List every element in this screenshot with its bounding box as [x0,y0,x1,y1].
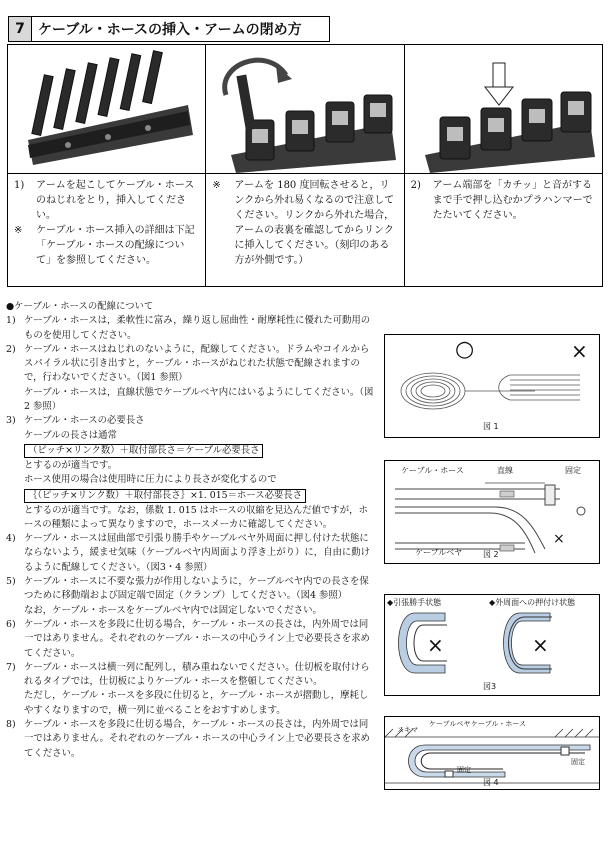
wiring-item-5: 5) ケーブル・ホースに不要な張力が作用しないように，ケーブルベヤ内での長さを保つために移動端および固定端で固定（クランプ）してください。（図4 参照） なお，ケーブル・ホースをケーブルベヤ内では固定しないでください。 [6,576,369,616]
fig2-caption: 図 2 [483,550,499,559]
step-1-note-1: 1) アームを起こしてケーブル・ホースのねじれをとり，挿入してください。 [14,180,195,221]
step-2-note-1: ※ アームを 180 度回転させると，リンクから外れ易くなるので注意してください。リンクから外れた場合，アームの表裏を確認してからリンクに挿入してください。（刻印のある方が外側です。） [212,180,395,266]
fig2-cable-hose-label: ケーブル・ホース [401,466,464,475]
fig3-left-label: ◆引張勝手状態 [387,598,442,607]
fig3-right-label: ◆外周面への押付け状態 [489,598,576,607]
wiring-heading: ●ケーブル・ホースの配線について [6,301,154,312]
fig2-straight-label: 直線 [497,466,513,475]
fig3-ng-mark-right: × [532,633,549,657]
fig4-gap-label: スキマ [397,726,418,734]
fig1-ok-mark: ○ [455,337,475,362]
step-2-text [206,174,403,272]
step-photo-2 [206,45,403,174]
wiring-item-3: 3) ケーブル・ホースの必要長さ ケーブルの長さは通常 （ピッチ×リンク数）＋取付部長さ＝ケーブル必要長さ とするのが適当です。 ホース使用の場合は使用時に圧力により長さが変化するので ｛（ピッチ×リンク数）＋取付部長さ｝×1. 015＝ホース必要長さ とするのが適当です。なお，係数 1. 015 はホースの収縮を見込んだ値ですが，ホースの種類によって異なりますので，ホースメーカに確認してください。 [6,415,368,530]
wiring-item-6: 6) ケーブル・ホースを多段に仕切る場合，ケーブル・ホースの長さは，内外周では同一ではありません。それぞれのケーブル・ホースの中心ライン上で必要長さを求めてください。 [6,618,370,659]
fig2-ng-mark: × [553,531,565,547]
step-photo-3 [405,45,602,174]
fig2-cableveyor-label: ケーブルベヤ [415,548,463,557]
bend-tension-diagram [385,595,599,695]
step-1-text [8,174,205,272]
step-1-note-2: ※ ケーブル・ホース挿入の詳細は下記「ケーブル・ホースの配線について」を参照してください。 [14,225,195,266]
fig4-cable-hose-label: ケーブル・ホース [471,720,527,728]
step-column-1 [8,45,206,286]
wiring-instructions [6,300,374,761]
fig4-fixed-label-right: 固定 [571,758,585,766]
section-header [8,16,330,42]
wiring-item-4: 4) ケーブル・ホースは屈曲部で引張り勝手やケーブルベヤ外周面に押し付けた状態にならないよう，緩ませ気味（ケーブルベヤ内周面より浮き上がり）に，自由に動けるように配線してください。（図3・4 参照） [6,533,371,573]
arm-press-photo [405,45,602,173]
wiring-item-8: 8) ケーブル・ホースを多段に仕切る場合，ケーブル・ホースの長さは，内外周では同一ではありません。それぞれのケーブル・ホースの中心ライン上で必要長さを求めてください。 [6,719,370,759]
step-column-2 [206,45,404,286]
step-3-text [405,174,602,227]
cable-length-formula: （ピッチ×リンク数）＋取付部長さ＝ケーブル必要長さ [24,444,263,458]
fig4-cableveyor-label: ケーブルベヤ [429,720,471,728]
fig1-caption: 図 1 [483,422,499,431]
cable-chain-arms-open-photo [8,45,205,173]
wiring-item-2: 2) ケーブル・ホースはねじれのないように，配線してください。ドラムやコイルからスパイラル状に引き出すと，ケーブル・ホースがねじれた状態で配線されますので，行わないでください。（図1 参照） ケーブル・ホースは，直線状態でケーブルベヤ内にはいるようにしてください。（図2 参照） [6,343,374,413]
fig3-ng-mark-left: × [427,633,444,657]
wiring-item-7: 7) ケーブル・ホースは横一列に配列し，積み重ねないでください。仕切板を取付けられるタイプでは，仕切板によりケーブル・ホースを整頓してください。 ただし，ケーブル・ホースを多段に仕切ると，ケーブル・ホースが摺動し，摩耗しやすくなりますので，横一列に並べることをおすすめします。 [6,661,370,716]
figure-4 [384,716,600,790]
fig4-caption: 図 4 [483,778,499,787]
figure-2 [384,460,600,564]
fig1-ng-mark: × [571,339,588,363]
steps-table [7,44,603,287]
wiring-item-1: 1) ケーブル・ホースは，柔軟性に富み，繰り返し屈曲性・耐摩耗性に優れた可動用のものを使用してください。 [6,315,371,341]
section-title: ケーブル・ホースの挿入・アームの閉め方 [38,22,302,38]
figure-1 [384,334,600,438]
fig3-caption: 図3 [483,682,497,691]
section-number: 7 [9,17,32,41]
step-photo-1 [8,45,205,174]
hose-length-formula: ｛（ピッチ×リンク数）＋取付部長さ｝×1. 015＝ホース必要長さ [24,489,306,503]
figure-3 [384,594,600,696]
step-column-3 [405,45,602,286]
arm-rotation-photo [206,45,403,173]
fig4-fixed-label-bottom: 固定 [457,766,471,774]
step-3-note-1: 2) アーム端部を「カチッ」と音がするまで手で押し込むかプラハンマーでたたいてください。 [410,180,593,221]
fig2-fixed-label: 固定 [565,466,581,475]
